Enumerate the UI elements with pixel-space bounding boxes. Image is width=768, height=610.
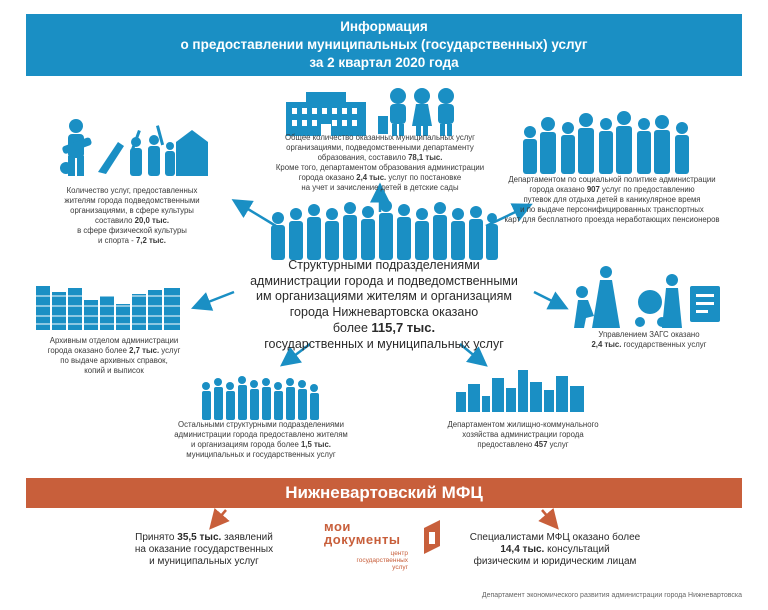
arrow-zags [534,292,562,306]
arrow-mfc-left [214,510,226,524]
social-text: Департаментом по социальной политике администрации города оказано 907 услуг по предоставлению путевок для отдыха детей в каникулярное время и по выдаче персонифицированных транспортных карт для бесплатного проезда неработающих пенсионеров [504,175,720,224]
center-summary: Структурными подразделениями администрации города и подведомственными им организациями жителям и организациям города Нижневартовска оказано более 115,7 тыс. государственных и муниципальных услуг [250,258,518,351]
zags-text: Управлением ЗАГС оказано 2,4 тыс. государственных услуг [591,330,707,349]
mfc-banner: Нижневартовский МФЦ [26,478,742,508]
footer-credit: Департамент экономического развития администрации города Нижневартовска [481,592,742,599]
archive-text: Архивным отделом администрации города оказано более 2,7 тыс. услуг по выдаче архивных справок, копий и выписок [47,336,181,375]
moi-dokumenty-logo: мои документы центр государственных услуг [320,514,450,564]
arrow-archive [198,292,234,306]
arrow-culture [238,203,276,226]
arrow-mfc-right [542,510,554,524]
culture-text: Количество услуг, предоставленных жителям города подведомственными организациями, в сфере культуры составило 20,0 тыс. в сфере физической культуры и спорта - 7,2 тыс. [64,186,200,245]
education-text: Общее количество оказанных муниципальных услуг организациями, подведомственными департаменту образования, составило 78,1 тыс. Кроме того, департаментом образования администрации города оказано 2,4 тыс. услуг по постановке на учет и зачисление детей в детские сады [275,133,485,192]
others-text: Остальными структурными подразделениями администрации города предоставлено жителям и организациям города более 1,5 тыс. муниципальных и государственных услуг [174,420,348,459]
logo-emblem-icon [420,520,444,554]
housing-text: Департаментом жилищно-коммунального хозяйства администрации города предоставлено 457 услуг [447,420,599,449]
mfc-right-text: Специалистами МФЦ оказано более 14,4 тыс. консультаций физическим и юридическим лицам [469,532,641,567]
header-line-2: о предоставлении муниципальных (государственных) услуг [180,37,588,52]
header-line-1: Информация [340,19,428,34]
header-line-3: за 2 квартал 2020 года [309,55,459,70]
mfc-left-text: Принято 35,5 тыс. заявлений на оказание государственных и муниципальных услуг [134,532,274,567]
